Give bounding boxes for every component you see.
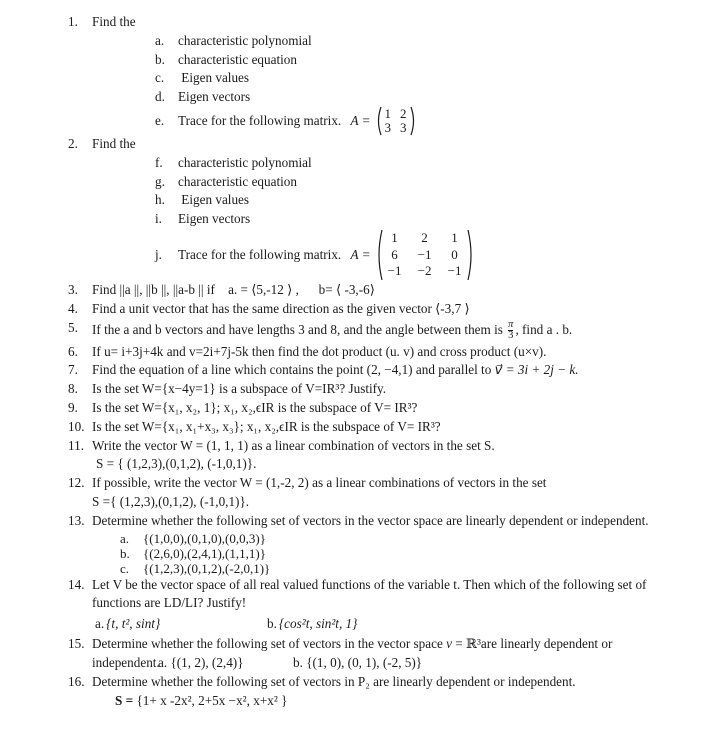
- matrix-cell: 1: [384, 106, 392, 122]
- subitem-text: {(1,0,0),(0,1,0),(0,0,3)}: [143, 530, 266, 546]
- question-3-number: 3.: [68, 281, 78, 297]
- question-3: [68, 281, 714, 300]
- subitem-text: Trace for the following matrix.: [178, 112, 345, 128]
- question-14-options: [95, 615, 714, 635]
- option-label: b.: [267, 616, 277, 632]
- question-1-content: [92, 13, 714, 135]
- question-15-option-a: a. {(1, 2), (2,4)}: [158, 654, 244, 670]
- question-5: [68, 319, 714, 343]
- question-2-sub-f: [155, 154, 714, 173]
- matrix-cell: 3: [400, 119, 407, 135]
- matrix-cell: 6: [391, 246, 398, 262]
- vector-space-variable: v: [446, 636, 452, 652]
- question-15-number: 15.: [68, 636, 85, 652]
- option-formula: {cos²t, sin²t, 1}: [278, 616, 358, 632]
- question-13-sub-b: [120, 546, 714, 561]
- question-7-number: 7.: [68, 362, 78, 378]
- subitem-text: Trace for the following matrix.: [178, 246, 345, 262]
- question-1-sub-a: [155, 32, 714, 51]
- subitem-label: c.: [120, 560, 130, 576]
- vector-equation: v⃗ = 3i + 2j − k.: [494, 362, 579, 378]
- question-14-option-a: [95, 615, 267, 634]
- question-1-sub-e: [155, 107, 714, 135]
- matrix-variable: A =: [350, 112, 371, 128]
- question-9-number: 9.: [68, 399, 78, 415]
- subitem-label: j.: [155, 246, 162, 262]
- subitem-text: Eigen values: [178, 192, 250, 208]
- fraction-numerator: π: [508, 319, 514, 331]
- subitem-label: a.: [120, 530, 130, 546]
- question-3-text: Find ||a ||, ||b ||, ||a-b || if a. = ⟨5,-12 ⟩ , b= ⟨ -3,-6⟩: [92, 281, 375, 297]
- equals-sign: =: [451, 636, 466, 652]
- matrix-cells: [382, 107, 410, 134]
- subitem-text: characteristic polynomial: [178, 32, 312, 48]
- subitem-label: a.: [155, 32, 165, 48]
- subitem-label: d.: [155, 89, 165, 105]
- question-11-text: Write the vector W = (1, 1, 1) as a linear combination of vectors in the set S.: [92, 437, 495, 453]
- question-5-pre: If the a and b vectors and have lengths 3 and 8, and the angle between them is: [92, 322, 507, 338]
- question-4-number: 4.: [68, 300, 78, 316]
- subitem-text: characteristic equation: [178, 173, 297, 189]
- subitem-label: b.: [120, 545, 130, 561]
- question-10-number: 10.: [68, 418, 85, 434]
- question-14-line2: functions are LD/LI? Justify!: [92, 595, 247, 611]
- question-2-text: Find the: [92, 135, 136, 151]
- question-7-pre: Find the equation of a line which contains the point (2, −4,1) and parallel to: [92, 362, 495, 378]
- question-12-number: 12.: [68, 475, 85, 491]
- question-15-post: are linearly dependent or: [480, 636, 613, 652]
- option-label: a.: [95, 616, 105, 632]
- matrix-cell: 2: [400, 106, 407, 122]
- question-2-sub-h: [155, 191, 714, 210]
- question-13: [68, 512, 714, 576]
- question-1-sub-b: [155, 51, 714, 70]
- question-7-text: [92, 361, 714, 380]
- matrix-variable: A =: [350, 246, 371, 262]
- question-16-number: 16.: [68, 673, 85, 689]
- subitem-label: h.: [155, 192, 165, 208]
- question-15-line1: [92, 635, 714, 654]
- question-1-number: 1.: [68, 14, 78, 29]
- matrix-cell: 3: [384, 119, 392, 135]
- subitem-label: f.: [155, 154, 163, 170]
- question-6: [68, 343, 714, 362]
- question-12: [68, 474, 714, 512]
- subitem-label: g.: [155, 173, 165, 189]
- matrix-cell: 2: [421, 230, 428, 246]
- question-4: [68, 300, 714, 319]
- matrix-cell: −2: [417, 263, 432, 279]
- subitem-text: {(1,2,3),(0,1,2),(-2,0,1)}: [143, 560, 271, 576]
- matrix-cells: [383, 230, 467, 280]
- matrix-3x3: [375, 229, 475, 281]
- real-space-symbol: ℝ³: [466, 636, 481, 652]
- question-16: [68, 673, 714, 711]
- question-15-line2: [92, 654, 714, 673]
- question-5-text: [92, 319, 714, 343]
- question-14-line1: Let V be the vector space of all real valued functions of the variable t. Then which of the following set of: [92, 576, 647, 592]
- question-13-sub-c: [120, 561, 714, 576]
- fraction-denominator: 3: [508, 330, 514, 342]
- question-8: [68, 380, 714, 399]
- subitem-text: Eigen vectors: [178, 89, 251, 105]
- matrix-cell: 1: [391, 230, 398, 246]
- question-5-number: 5.: [68, 319, 78, 335]
- question-9: [68, 399, 714, 418]
- paren-left: [375, 106, 382, 136]
- question-2-sub-g: [155, 173, 714, 192]
- question-2-sub-j: [155, 229, 714, 281]
- subitem-text: {(2,6,0),(2,4,1),(1,1,1)}: [143, 545, 266, 561]
- question-13-text: Determine whether the following set of vectors in the vector space are linearly dependent or independent.: [92, 512, 649, 528]
- subitem-label: b.: [155, 51, 165, 67]
- question-13-sub-a: [120, 531, 714, 546]
- matrix-cell: −1: [387, 263, 402, 279]
- question-11: [68, 437, 714, 475]
- question-14-number: 14.: [68, 576, 85, 592]
- question-12-set: S ={ (1,2,3),(0,1,2), (-1,0,1)}.: [92, 493, 250, 509]
- option-formula: {t, t², sint}: [106, 616, 161, 632]
- question-15-pre: Determine whether the following set of vectors in the vector space: [92, 636, 447, 652]
- fraction-pi-over-3: [508, 320, 513, 341]
- question-2-content: [92, 135, 714, 281]
- matrix-cell: 0: [451, 246, 458, 262]
- matrix-cell: 1: [451, 230, 458, 246]
- paren-left: [375, 229, 383, 281]
- subitem-text: characteristic equation: [178, 51, 297, 67]
- question-16-set: [115, 692, 714, 711]
- question-1-sub-c: [155, 69, 714, 88]
- question-1: [68, 13, 714, 135]
- question-15-independent: independent.: [92, 654, 160, 670]
- set-label: S =: [115, 692, 134, 708]
- question-7: [68, 361, 714, 380]
- set-elements: {1+ x -2x², 2+5x −x², x+x² }: [133, 692, 288, 708]
- subitem-label: c.: [155, 70, 165, 86]
- matrix-2x2: [375, 106, 417, 136]
- question-2-sub-i: [155, 210, 714, 229]
- subitem-text: characteristic polynomial: [178, 154, 312, 170]
- question-11-number: 11.: [68, 437, 84, 453]
- question-12-text: If possible, write the vector W = (1,-2, 2) as a linear combinations of vectors in the set: [92, 475, 547, 491]
- question-16-text: Determine whether the following set of vectors in P₂ are linearly dependent or independent.: [92, 673, 576, 689]
- subitem-text: Eigen vectors: [178, 211, 251, 227]
- question-8-text: Is the set W={x−4y=1} is a subspace of V=IR³? Justify.: [92, 381, 387, 397]
- question-13-number: 13.: [68, 512, 85, 528]
- paren-right: [410, 106, 417, 136]
- question-15-option-b: b. {(1, 0), (0, 1), (-2, 5)}: [293, 654, 423, 670]
- question-15: [68, 635, 714, 673]
- question-5-post: , find a . b.: [515, 322, 573, 338]
- question-9-text: Is the set W={x₁, x₂, 1}; x₁, x₂,ϵIR is the subspace of V= IR³?: [92, 399, 418, 415]
- question-14-option-b: [267, 615, 357, 634]
- subitem-label: e.: [155, 112, 165, 128]
- question-6-number: 6.: [68, 343, 78, 359]
- question-8-number: 8.: [68, 381, 78, 397]
- matrix-cell: −1: [417, 246, 432, 262]
- subitem-label: i.: [155, 211, 162, 227]
- question-2: [68, 135, 714, 281]
- question-4-text: Find a unit vector that has the same direction as the given vector ⟨-3,7 ⟩: [92, 300, 470, 316]
- question-14: [68, 576, 714, 636]
- paren-right: [467, 229, 475, 281]
- question-1-text: Find the: [92, 14, 136, 29]
- question-11-set: S = { (1,2,3),(0,1,2), (-1,0,1)}.: [96, 456, 257, 472]
- question-10-text: Is the set W={x₁, x₁+x₃, x₃}; x₁, x₂,ϵIR is the subspace of V= IR³?: [92, 418, 441, 434]
- question-1-sub-d: [155, 88, 714, 107]
- matrix-cell: −1: [447, 263, 462, 279]
- question-10: [68, 418, 714, 437]
- subitem-text: Eigen values: [178, 70, 250, 86]
- question-6-text: If u= i+3j+4k and v=2i+7j-5k then find the dot product (u. v) and cross product (u×v).: [92, 343, 547, 359]
- question-2-number: 2.: [68, 135, 78, 151]
